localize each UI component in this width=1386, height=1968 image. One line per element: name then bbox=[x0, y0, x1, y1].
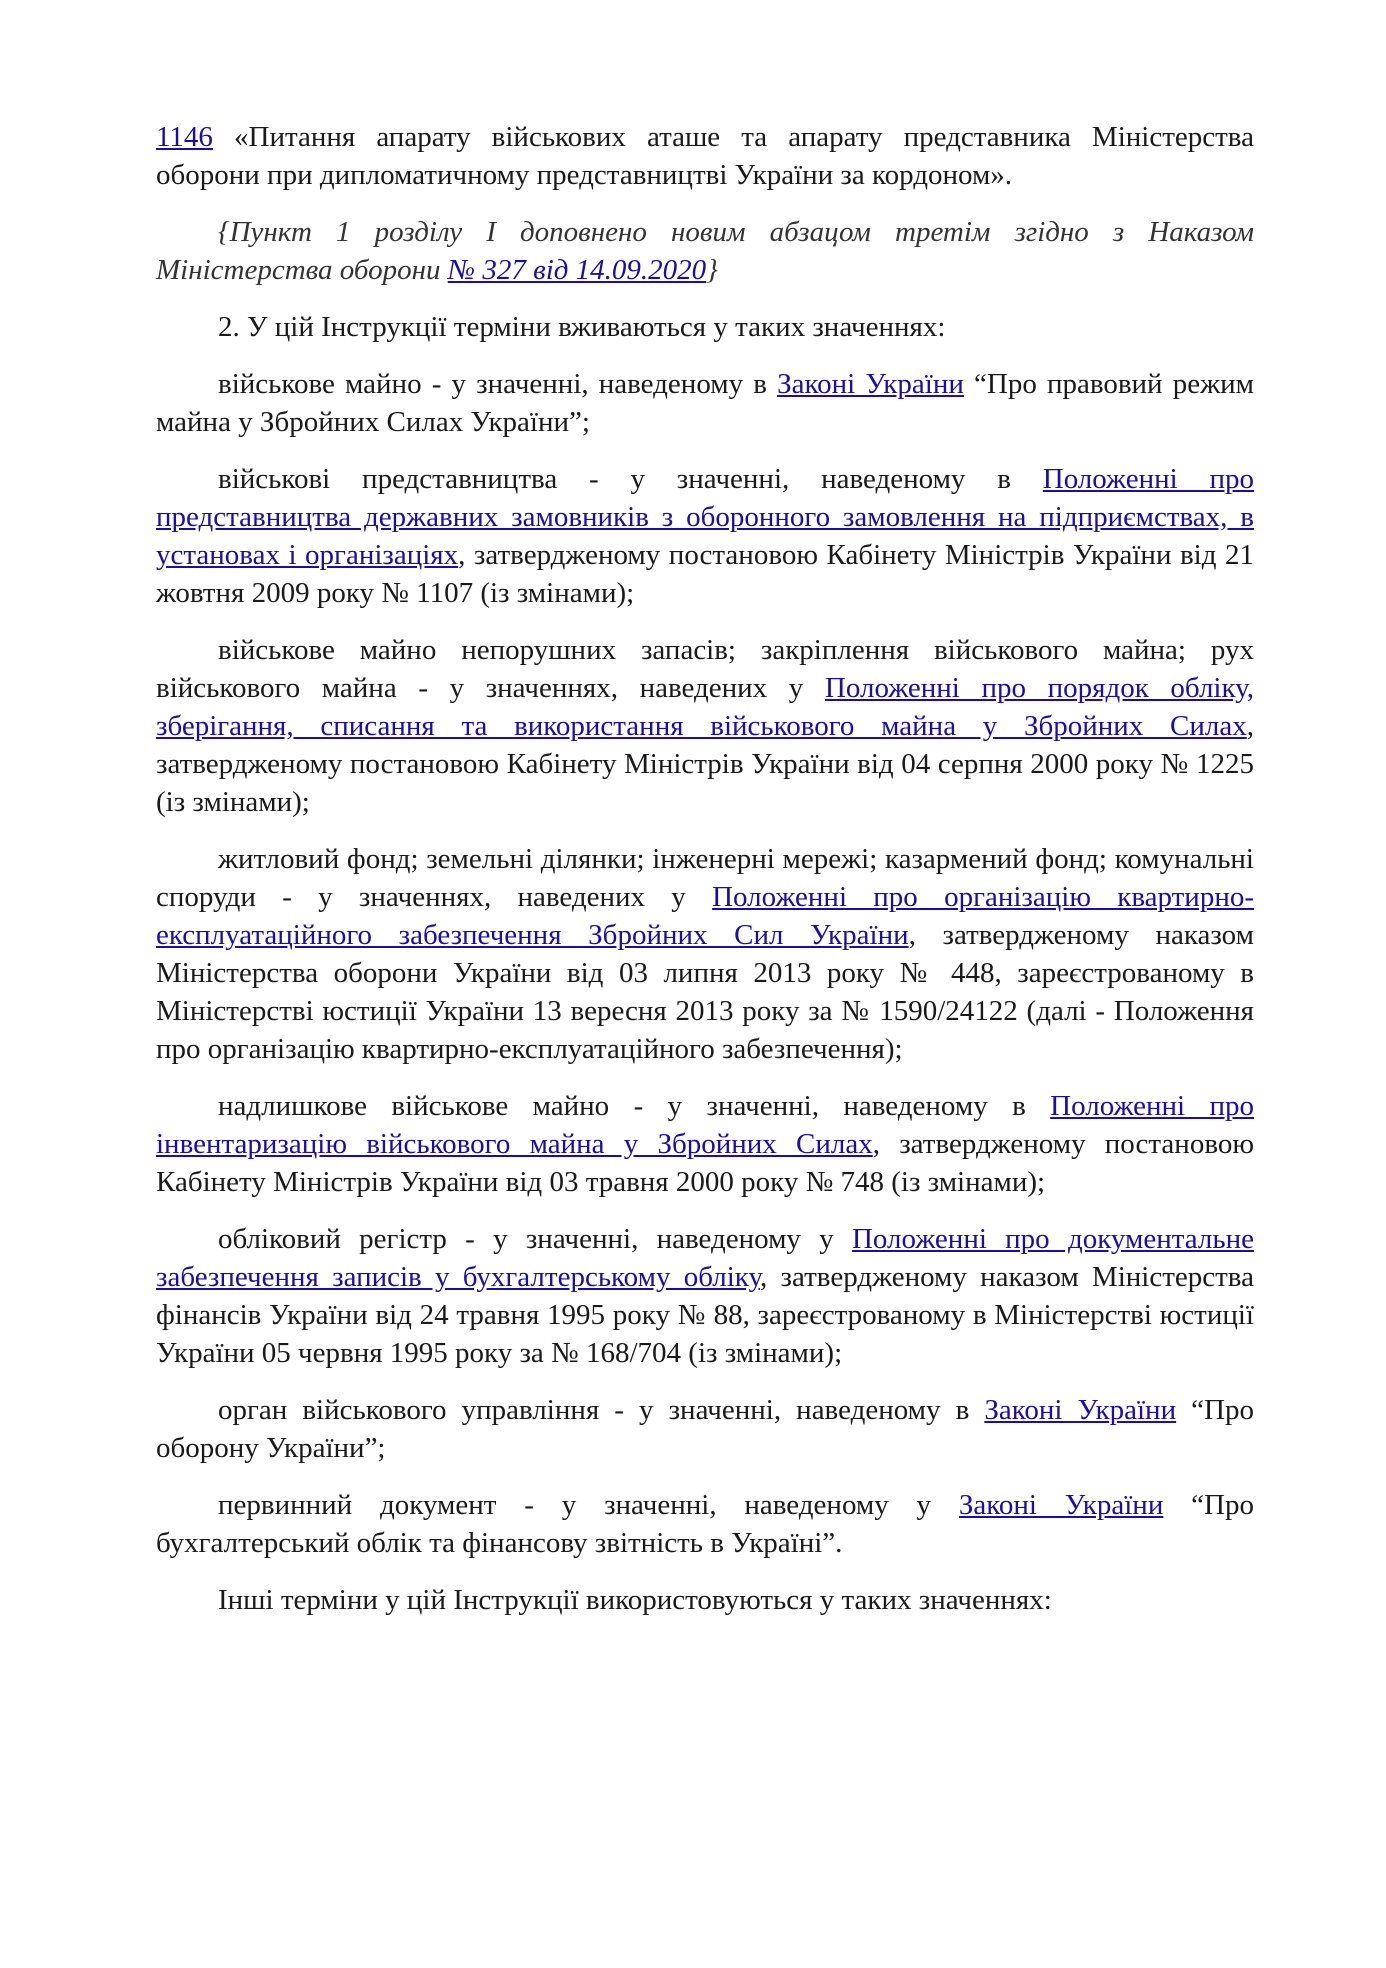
definition-surplus-property bbox=[156, 1087, 1254, 1201]
text-run: обліковий регістр - у значенні, наведеному у bbox=[218, 1223, 852, 1255]
paragraph-terms-intro bbox=[156, 308, 1254, 346]
text-run: «Питання апарату військових аташе та апарату представника Міністерства оборони при дипломатичному представництві України за кордоном». bbox=[156, 121, 1254, 191]
definition-military-representations bbox=[156, 460, 1254, 612]
definition-housing-fund bbox=[156, 840, 1254, 1068]
text-run: {Пункт 1 розділу I доповнено новим абзацом третім згідно з Наказом Міністерства оборони bbox=[156, 216, 1254, 286]
link-regulation-accounting-storage[interactable]: Положенні про порядок обліку, зберігання, списання та використання військового майна у Збройних Силах bbox=[156, 672, 1254, 742]
text-run: } bbox=[706, 254, 718, 286]
link-regulation-quartering[interactable]: Положенні про організацію квартирно-експлуатаційного забезпечення Збройних Сил України bbox=[156, 881, 1255, 951]
text-run: 2. У цій Інструкції терміни вживаються у таких значеннях: bbox=[218, 311, 946, 343]
text-run: військові представництва - у значенні, наведеному в bbox=[218, 463, 1043, 495]
text-run: , затвердженому постановою Кабінету Міністрів України від 21 жовтня 2009 року № 1107 (із змінами); bbox=[156, 539, 1254, 609]
text-run: військове майно непорушних запасів; закріплення військового майна; рух військового майна - у значеннях, наведених у bbox=[156, 634, 1254, 704]
text-run: , затвердженому постановою Кабінету Міністрів України від 03 травня 2000 року № 748 (із змінами); bbox=[156, 1128, 1254, 1198]
link-regulation-inventory[interactable]: Положенні про інвентаризацію військового майна у Збройних Силах bbox=[156, 1090, 1255, 1160]
text-run: надлишкове військове майно - у значенні, наведеному в bbox=[218, 1090, 1051, 1122]
text-run: первинний документ - у значенні, наведеному у bbox=[218, 1489, 959, 1521]
definition-primary-document bbox=[156, 1486, 1254, 1562]
definition-accounting-register bbox=[156, 1220, 1254, 1372]
document-page bbox=[156, 118, 1254, 1638]
link-law-on-defense[interactable]: Законі України bbox=[984, 1394, 1177, 1426]
text-run: “Про оборону України”; bbox=[156, 1394, 1254, 1464]
text-run: , затвердженому наказом Міністерства фінансів України від 24 травня 1995 року № 88, зареєстрованому в Міністерстві юстиції України 05 червня 1995 року за № 168/704 (із змінами); bbox=[156, 1261, 1254, 1369]
paragraph-other-terms bbox=[156, 1581, 1254, 1619]
link-order-1146[interactable]: 1146 bbox=[156, 121, 213, 153]
text-run: житловий фонд; земельні ділянки; інженерні мережі; казармений фонд; комунальні споруди - у значеннях, наведених у bbox=[156, 843, 1254, 913]
definition-military-authority bbox=[156, 1391, 1254, 1467]
text-run: “Про бухгалтерський облік та фінансову звітність в Україні”. bbox=[156, 1489, 1254, 1559]
text-run: “Про правовий режим майна у Збройних Силах України”; bbox=[156, 368, 1254, 438]
link-regulation-representations[interactable]: Положенні про представництва державних замовників з оборонного замовлення на підприємствах, в установах і організаціях bbox=[156, 463, 1255, 571]
text-run: військове майно - у значенні, наведеному в bbox=[218, 368, 778, 400]
paragraph-1146-continuation bbox=[156, 118, 1254, 194]
link-law-of-ukraine[interactable]: Законі України bbox=[777, 368, 964, 400]
definition-reserve-stocks bbox=[156, 631, 1254, 821]
definition-military-property bbox=[156, 365, 1254, 441]
text-run: Інші терміни у цій Інструкції використовуються у таких значеннях: bbox=[218, 1584, 1052, 1616]
link-order-327[interactable]: № 327 від 14.09.2020 bbox=[447, 254, 707, 286]
amendment-note bbox=[156, 213, 1254, 289]
text-run: , затвердженому наказом Міністерства оборони України від 03 липня 2013 року № 448, зареєстрованому в Міністерстві юстиції України 13 вересня 2013 року за № 1590/24122 (далі - Положення про організацію квартирно-експлуатаційного забезпечення); bbox=[156, 919, 1254, 1065]
link-law-on-accounting[interactable]: Законі України bbox=[958, 1489, 1164, 1521]
text-run: , затвердженому постановою Кабінету Міністрів України від 04 серпня 2000 року № 1225 (із змінами); bbox=[156, 710, 1254, 818]
link-regulation-documentary[interactable]: Положенні про документальне забезпечення записів у бухгалтерському обліку bbox=[156, 1223, 1254, 1293]
text-run: орган військового управління - у значенні, наведеному в bbox=[218, 1394, 985, 1426]
